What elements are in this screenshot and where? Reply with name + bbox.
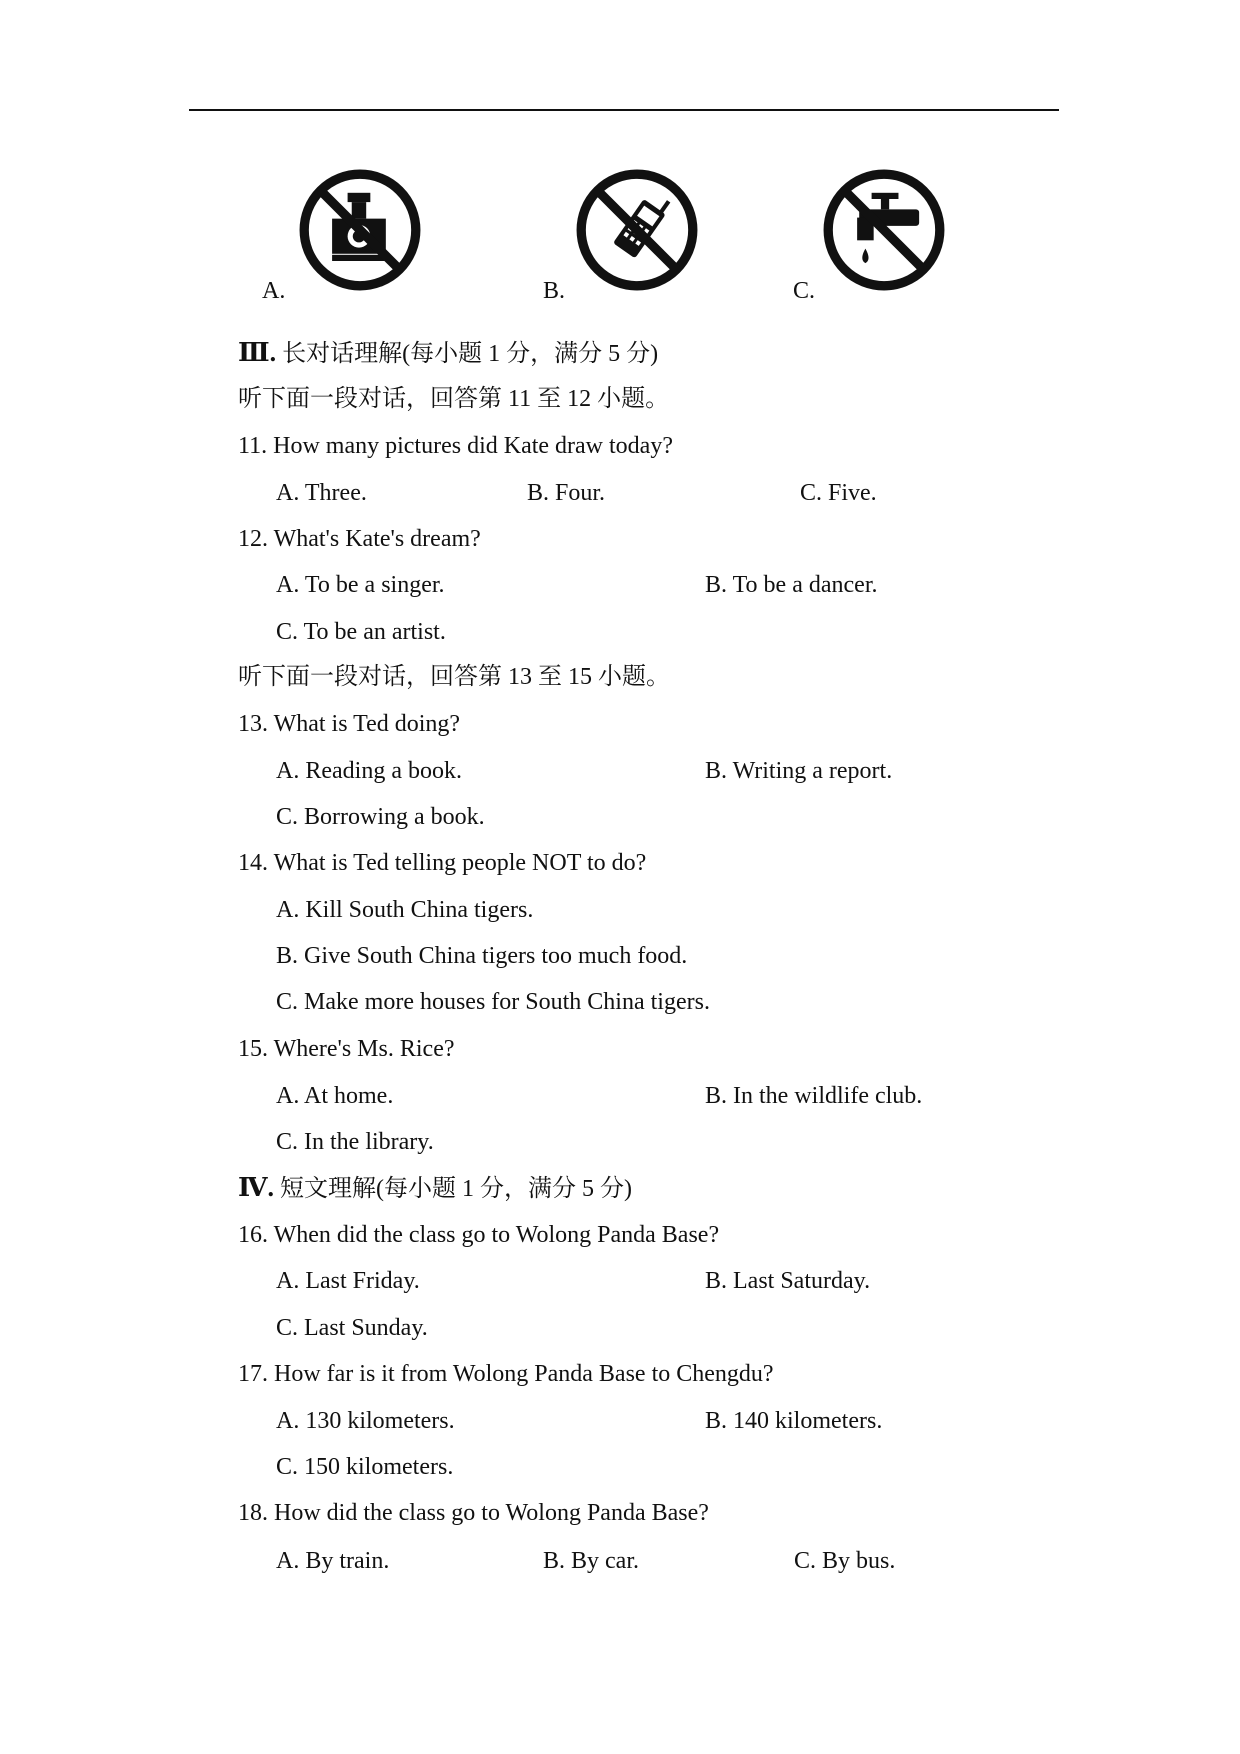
no-camera-sign-icon [298,168,422,292]
answer-option[interactable]: B. Four. [527,480,606,506]
answer-option[interactable]: B. Give South China tigers too much food. [276,943,688,969]
answer-option[interactable]: B. By car. [543,1548,639,1574]
answer-option[interactable]: B. Writing a report. [705,758,893,784]
answer-option[interactable]: C. 150 kilometers. [276,1454,454,1480]
answer-option[interactable]: C. To be an artist. [276,619,446,645]
answer-option[interactable]: A. Kill South China tigers. [276,897,534,923]
section-3-heading [238,337,658,370]
section-title: 长对话理解(每小题 1 分，满分 5 分) [282,341,659,367]
answer-option[interactable]: A. 130 kilometers. [276,1408,455,1434]
section-title: 短文理解(每小题 1 分，满分 5 分) [280,1176,632,1202]
option-letter: B. [543,278,566,304]
section-number: Ⅳ. [238,1173,275,1202]
answer-option[interactable]: B. In the wildlife club. [705,1083,923,1109]
instruction: 听下面一段对话，回答第 11 至 12 小题。 [238,386,670,412]
answer-option[interactable]: C. By bus. [794,1548,896,1574]
section-number: Ⅲ. [238,338,277,367]
answer-option[interactable]: C. Last Sunday. [276,1315,428,1341]
answer-option[interactable]: C. Five. [800,480,877,506]
section-4-heading [238,1172,632,1205]
header-rule [189,109,1059,111]
option-letter: A. [262,278,286,304]
answer-option[interactable]: A. Three. [276,480,367,506]
sign-option-a[interactable] [262,168,422,303]
question-stem: 11. How many pictures did Kate draw today? [238,433,673,459]
no-mobile-phone-sign-icon [575,168,699,292]
question-stem: 16. When did the class go to Wolong Panda Base? [238,1222,720,1248]
answer-option[interactable]: C. In the library. [276,1129,434,1155]
no-running-water-sign-icon [822,168,946,292]
answer-option[interactable]: B. 140 kilometers. [705,1408,883,1434]
answer-option[interactable]: A. To be a singer. [276,572,445,598]
answer-option[interactable]: C. Borrowing a book. [276,804,485,830]
answer-option[interactable]: A. Reading a book. [276,758,462,784]
sign-option-b[interactable] [543,168,703,303]
question-stem: 14. What is Ted telling people NOT to do? [238,850,647,876]
answer-option[interactable]: A. At home. [276,1083,394,1109]
instruction: 听下面一段对话，回答第 13 至 15 小题。 [238,664,670,690]
question-stem: 17. How far is it from Wolong Panda Base to Chengdu? [238,1361,774,1387]
question-stem: 13. What is Ted doing? [238,711,461,737]
answer-option[interactable]: B. To be a dancer. [705,572,878,598]
question-stem: 15. Where's Ms. Rice? [238,1036,455,1062]
answer-option[interactable]: A. Last Friday. [276,1268,420,1294]
question-stem: 18. How did the class go to Wolong Panda Base? [238,1500,709,1526]
answer-option[interactable]: A. By train. [276,1548,390,1574]
answer-option[interactable]: C. Make more houses for South China tigers. [276,989,710,1015]
sign-option-c[interactable] [793,168,953,303]
answer-option[interactable]: B. Last Saturday. [705,1268,871,1294]
question-stem: 12. What's Kate's dream? [238,526,481,552]
option-letter: C. [793,278,816,304]
